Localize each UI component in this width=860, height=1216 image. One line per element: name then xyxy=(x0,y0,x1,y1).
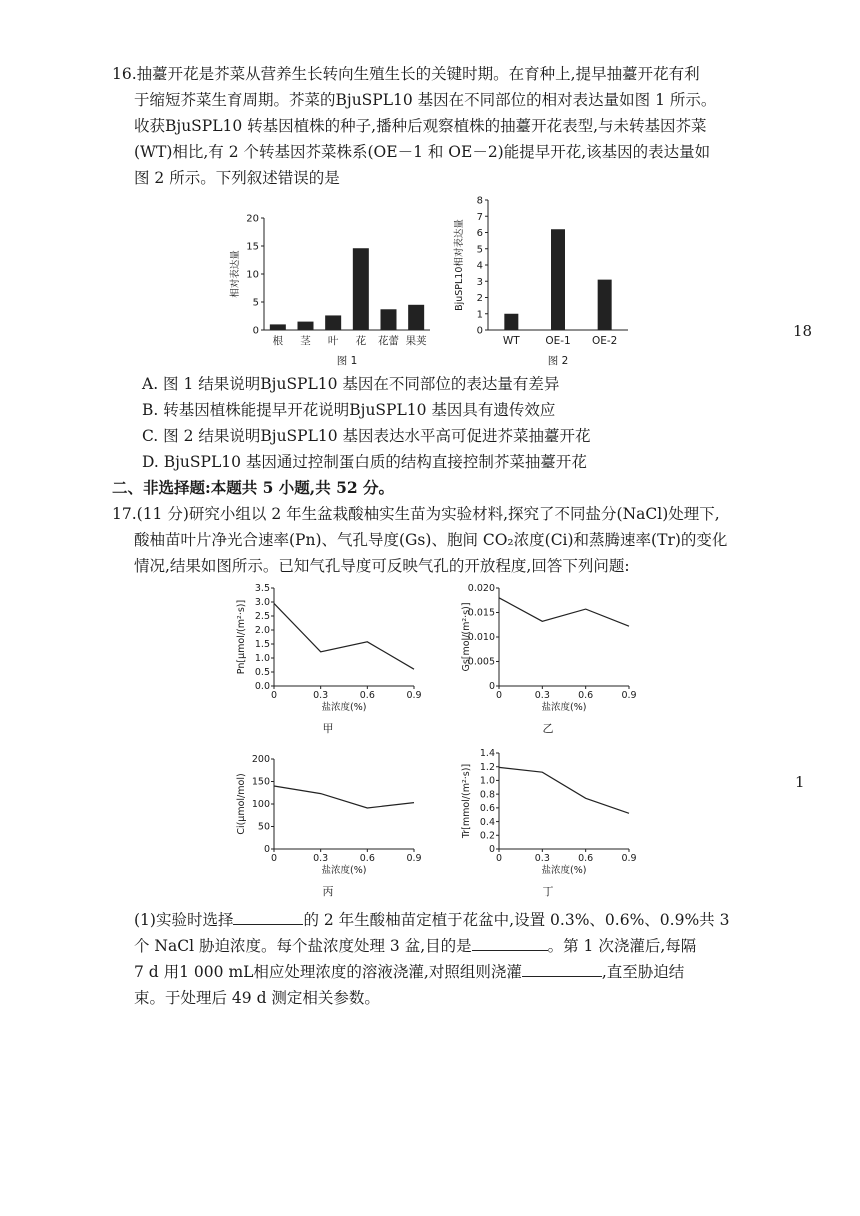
fig-bing-caption: 丙 xyxy=(322,885,334,898)
answer-blank-2[interactable] xyxy=(472,934,548,951)
q16-line-4: (WT)相比,有 2 个转基因芥菜株系(OE－1 和 OE－2)能提早开花,该基因的表达量如 xyxy=(134,143,711,161)
fig-jia-y-tick-label: 2.0 xyxy=(254,625,270,637)
fig-ding-x-tick-label: 0 xyxy=(495,853,503,864)
q17-sub1-text-1a: (1)实验时选择 xyxy=(134,911,234,929)
fig-jia-x-tick-label: 0.6 xyxy=(359,690,375,701)
fig-yi-x-axis-label: 盐浓度(%) xyxy=(541,702,587,713)
fig2-y-tick-label: 0 xyxy=(476,325,483,337)
fig-yi-caption: 乙 xyxy=(542,722,554,735)
fig-bing-y-axis-label: Ci(μmol/mol) xyxy=(236,773,247,835)
fig-yi-series-line xyxy=(499,598,629,626)
chart-ding xyxy=(455,748,655,903)
fig-jia-x-tick-label: 0 xyxy=(270,690,278,701)
fig-yi-x-tick-label: 0 xyxy=(495,690,503,701)
fig-bing-x-tick-label: 0 xyxy=(270,853,278,864)
fig-ding-y-tick-label: 0.6 xyxy=(479,803,495,815)
q17-sub1-text-2a: 个 NaCl 胁迫浓度。每个盐浓度处理 3 盆,目的是 xyxy=(134,937,472,955)
fig-jia-y-tick-label: 1.0 xyxy=(254,653,270,665)
fig-jia-y-tick-label: 1.5 xyxy=(254,639,270,651)
fig1-y-tick-label: 5 xyxy=(252,297,259,309)
fig2-x-tick-label: OE-1 xyxy=(545,335,571,347)
fig-yi-x-tick-label: 0.3 xyxy=(534,690,550,701)
fig1-bar xyxy=(353,248,369,330)
fig-yi-y-tick-label: 0 xyxy=(488,681,495,693)
fig-bing-x-axis-label: 盐浓度(%) xyxy=(321,865,367,876)
fig-bing-y-tick-label: 200 xyxy=(251,754,270,766)
fig-ding-y-tick-label: 0 xyxy=(488,844,495,856)
q17-sub1-line-4: 束。于处理后 49 d 测定相关参数。 xyxy=(134,989,380,1007)
fig2-y-tick-label: 4 xyxy=(476,260,483,272)
fig-ding-y-tick-label: 1.0 xyxy=(479,775,495,787)
fig2-bar xyxy=(598,280,612,330)
fig1-caption: 图 1 xyxy=(336,355,358,367)
fig-yi-y-tick-label: 0.005 xyxy=(467,656,495,668)
fig-yi-x-tick-label: 0.6 xyxy=(578,690,594,701)
fig-yi-y-axis-label: Gs[mol/(m²·s)] xyxy=(461,602,472,672)
fig-jia-y-tick-label: 3.5 xyxy=(254,583,270,595)
fig-ding-y-tick-label: 0.2 xyxy=(479,830,495,842)
fig2-y-tick-label: 1 xyxy=(476,309,483,321)
option-d: D. BjuSPL10 基因通过控制蛋白质的结构直接控制芥菜抽薹开花 xyxy=(142,453,587,471)
q17-sub1-text-1b: 的 2 年生酸柚苗定植于花盆中,设置 0.3%、0.6%、0.9%共 3 xyxy=(303,911,730,929)
section-2-heading: 二、非选择题:本题共 5 小题,共 52 分。 xyxy=(112,478,395,497)
fig-bing-y-tick-label: 50 xyxy=(257,821,270,833)
fig2-y-tick-label: 3 xyxy=(476,276,483,288)
fig-ding-x-tick-label: 0.9 xyxy=(621,853,637,864)
fig-jia-y-tick-label: 2.5 xyxy=(254,611,270,623)
fig-ding-caption: 丁 xyxy=(542,885,554,898)
fig1-y-tick-label: 10 xyxy=(246,269,259,281)
q16-line-3: 收获BjuSPL10 转基因植株的种子,播种后观察植株的抽薹开花表型,与未转基因芥菜 xyxy=(134,117,707,135)
fig-ding-x-tick-label: 0.3 xyxy=(534,853,550,864)
fig1-y-tick-label: 20 xyxy=(246,213,259,225)
q16-line-1: 16.抽薹开花是芥菜从营养生长转向生殖生长的关键时期。在育种上,提早抽薹开花有利 xyxy=(112,65,700,83)
fig1-x-tick-label: 花蕾 xyxy=(378,335,399,347)
fig-yi-y-tick-label: 0.020 xyxy=(467,583,495,595)
fig-jia-x-axis-label: 盐浓度(%) xyxy=(321,702,367,713)
fig-jia-series-line xyxy=(274,603,414,669)
fig1-bar xyxy=(381,309,397,330)
fig1-x-tick-label: 叶 xyxy=(327,335,339,347)
fig1-x-tick-label: 花 xyxy=(355,335,367,347)
fig-bing-y-tick-label: 100 xyxy=(251,799,270,811)
fig1-bar xyxy=(325,315,341,330)
option-b: B. 转基因植株能提早开花说明BjuSPL10 基因具有遗传效应 xyxy=(142,401,556,419)
fig1-y-tick-label: 0 xyxy=(252,325,259,337)
fig2-y-axis-label: BjuSPL10相对表达量 xyxy=(454,219,465,311)
chart-bing xyxy=(230,748,430,903)
answer-blank-3[interactable] xyxy=(522,960,602,977)
margin-number-18: 18 xyxy=(793,322,813,340)
fig2-y-tick-label: 2 xyxy=(476,293,483,304)
fig2-y-tick-label: 5 xyxy=(476,244,483,256)
margin-number-1: 1 xyxy=(795,773,805,791)
figure-1-2-bar-charts xyxy=(200,190,640,370)
chart-jia xyxy=(230,575,430,740)
q17-sub1-text-3b: ,直至胁迫结 xyxy=(601,963,685,981)
fig-ding-series-line xyxy=(499,767,629,813)
fig1-y-axis-label: 相对表达量 xyxy=(230,250,241,298)
fig2-x-tick-label: WT xyxy=(502,335,520,347)
fig1-x-tick-label: 果荚 xyxy=(405,335,427,347)
q17-sub1-line-2 xyxy=(134,934,696,958)
fig-bing-x-tick-label: 0.6 xyxy=(359,853,375,864)
option-a: A. 图 1 结果说明BjuSPL10 基因在不同部位的表达量有差异 xyxy=(142,375,560,393)
fig2-bar xyxy=(551,229,565,330)
fig2-y-tick-label: 8 xyxy=(476,195,483,207)
fig-yi-y-tick-label: 0.010 xyxy=(467,632,495,644)
fig-ding-y-tick-label: 0.8 xyxy=(479,789,495,801)
fig2-bar xyxy=(504,314,518,330)
fig1-bar xyxy=(298,322,314,330)
chart-yi xyxy=(455,575,655,740)
fig2-x-tick-label: OE-2 xyxy=(591,335,618,347)
fig-yi-x-tick-label: 0.9 xyxy=(621,690,637,701)
fig2-caption: 图 2 xyxy=(547,355,569,367)
q17-line-1: 17.(11 分)研究小组以 2 年生盆栽酸柚实生苗为实验材料,探究了不同盐分(NaCl)处理下, xyxy=(112,505,720,523)
fig-jia-y-axis-label: Pn[μmol/(m²·s)] xyxy=(236,599,247,675)
fig-yi-y-tick-label: 0.015 xyxy=(467,607,495,619)
fig-ding-y-tick-label: 1.2 xyxy=(479,761,495,773)
fig2-y-tick-label: 6 xyxy=(476,228,483,239)
q16-line-2: 于缩短芥菜生育周期。芥菜的BjuSPL10 基因在不同部位的相对表达量如图 1 所示。 xyxy=(134,91,717,109)
q17-sub1-text-2b: 。第 1 次浇灌后,每隔 xyxy=(547,937,697,955)
fig-bing-y-tick-label: 0 xyxy=(263,844,270,856)
fig-bing-x-tick-label: 0.3 xyxy=(313,853,329,864)
fig-ding-y-tick-label: 0.4 xyxy=(479,816,495,828)
fig-jia-x-tick-label: 0.9 xyxy=(406,690,422,701)
q17-sub1-line-3 xyxy=(134,960,684,984)
fig-jia-x-tick-label: 0.3 xyxy=(313,690,329,701)
fig1-bar xyxy=(408,305,424,330)
q17-line-2: 酸柚苗叶片净光合速率(Pn)、气孔导度(Gs)、胞间 CO₂浓度(Ci)和蒸腾速率(Tr)的变化 xyxy=(134,531,728,549)
answer-blank-1[interactable] xyxy=(233,908,303,925)
fig-ding-y-axis-label: Tr[mmol/(m²·s)] xyxy=(461,763,472,839)
q17-sub1-text-3a: 7 d 用1 000 mL相应处理浓度的溶液浇灌,对照组则浇灌 xyxy=(134,963,522,981)
fig1-x-tick-label: 根 xyxy=(272,335,284,347)
fig-jia-y-tick-label: 0.0 xyxy=(254,681,270,693)
fig-jia-y-tick-label: 3.0 xyxy=(254,597,270,609)
fig1-x-tick-label: 茎 xyxy=(300,335,311,347)
fig-ding-x-tick-label: 0.6 xyxy=(578,853,594,864)
fig-jia-caption: 甲 xyxy=(322,722,334,735)
fig1-y-tick-label: 15 xyxy=(246,241,259,253)
option-c: C. 图 2 结果说明BjuSPL10 基因表达水平高可促进芥菜抽薹开花 xyxy=(142,427,591,445)
q17-sub1-line-1 xyxy=(134,908,729,932)
fig1-bar xyxy=(270,324,286,330)
fig-ding-y-tick-label: 1.4 xyxy=(479,748,495,760)
q17-line-3: 情况,结果如图所示。已知气孔导度可反映气孔的开放程度,回答下列问题: xyxy=(134,557,630,575)
fig-jia-y-tick-label: 0.5 xyxy=(254,667,270,679)
fig2-y-tick-label: 7 xyxy=(476,211,483,223)
fig-bing-x-tick-label: 0.9 xyxy=(406,853,422,864)
fig-bing-series-line xyxy=(274,786,414,808)
q16-line-5: 图 2 所示。下列叙述错误的是 xyxy=(134,169,340,187)
fig-ding-x-axis-label: 盐浓度(%) xyxy=(541,865,587,876)
fig-bing-y-tick-label: 150 xyxy=(251,776,270,788)
